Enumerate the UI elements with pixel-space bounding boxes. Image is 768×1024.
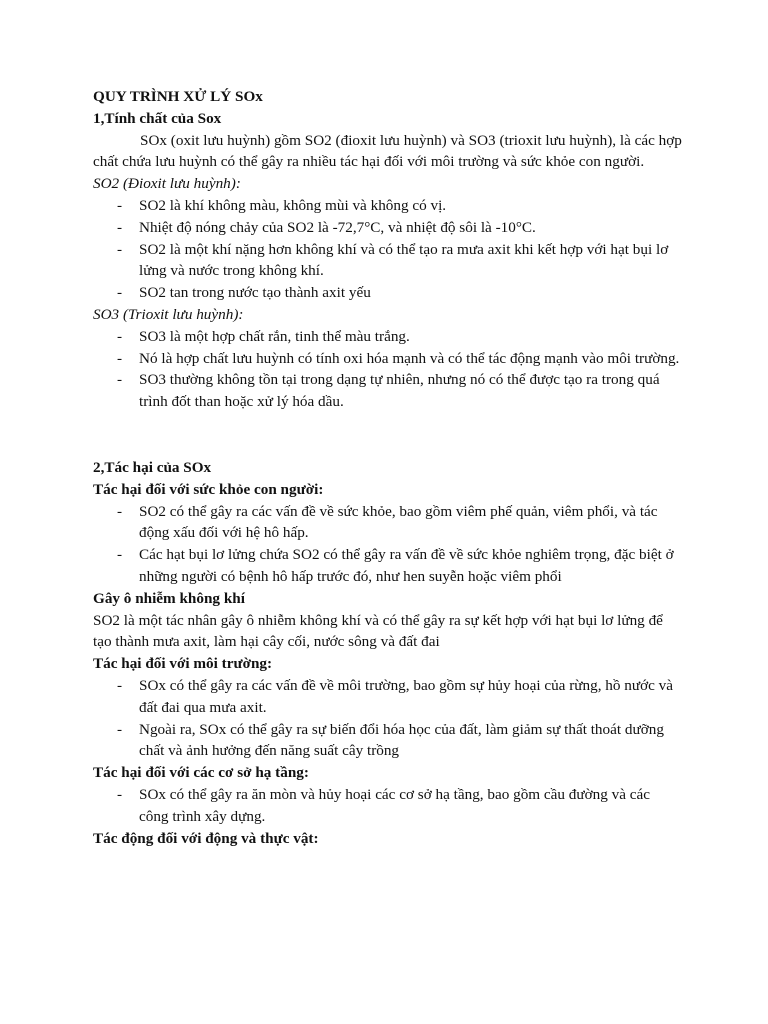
- environment-effects-list: [93, 675, 683, 762]
- infrastructure-heading: Tác hại đối với các cơ sở hạ tầng:: [93, 764, 309, 782]
- infrastructure-effects-list: [93, 784, 683, 828]
- section-gap: [93, 413, 683, 457]
- list-item: - SO2 là một khí nặng hơn không khí và có thể tạo ra mưa axit khi kết hợp với hạt bụi lơ lửng và nước trong không khí.: [93, 239, 683, 283]
- so2-properties-list: [93, 195, 683, 304]
- list-item: - SO2 là khí không màu, không mùi và không có vị.: [93, 195, 683, 217]
- section-2-heading: 2,Tác hại của SOx: [93, 458, 212, 476]
- so3-properties-list: [93, 326, 683, 413]
- list-item: - Nhiệt độ nóng chảy của SO2 là -72,7°C, và nhiệt độ sôi là -10°C.: [93, 217, 683, 239]
- list-item: - Các hạt bụi lơ lửng chứa SO2 có thể gây ra vấn đề về sức khỏe nghiêm trọng, đặc biệt ở những người có bệnh hô hấp trước đó, như hen suyễn hoặc viêm phổi: [93, 544, 683, 588]
- sox-intro-paragraph: SOx (oxit lưu huỳnh) gồm SO2 (đioxit lưu huỳnh) và SO3 (trioxit lưu huỳnh), là các hợp chất chứa lưu huỳnh có thể gây ra nhiều tác hại đối với môi trường và sức khỏe con người.: [93, 131, 682, 171]
- air-pollution-heading: Gây ô nhiễm không khí: [93, 589, 245, 607]
- list-item: - Nó là hợp chất lưu huỳnh có tính oxi hóa mạnh và có thể tác động mạnh vào môi trường.: [93, 348, 683, 370]
- document-page: [93, 86, 683, 849]
- health-effects-list: [93, 501, 683, 588]
- list-item: - SOx có thể gây ra các vấn đề về môi trường, bao gồm sự hủy hoại của rừng, hồ nước và đất đai qua mưa axit.: [93, 675, 683, 719]
- list-item: - SO2 tan trong nước tạo thành axit yếu: [93, 282, 683, 304]
- section-1-heading: 1,Tính chất của Sox: [93, 109, 222, 127]
- list-item: - Ngoài ra, SOx có thể gây ra sự biến đổi hóa học của đất, làm giảm sự thất thoát dưỡng chất và ảnh hưởng đến năng suất cây trồng: [93, 719, 683, 763]
- list-item: - SO2 có thể gây ra các vấn đề về sức khỏe, bao gồm viêm phế quản, viêm phổi, và tác động xấu đối với hệ hô hấp.: [93, 501, 683, 545]
- health-heading: Tác hại đối với sức khỏe con người:: [93, 480, 324, 498]
- fauna-flora-heading: Tác động đối với động và thực vật:: [93, 829, 319, 847]
- air-pollution-paragraph: SO2 là một tác nhân gây ô nhiễm không khí và có thể gây ra sự kết hợp với hạt bụi lơ lửng để tạo thành mưa axit, làm hại cây cối, nước sông và đất đai: [93, 611, 663, 651]
- so3-subheading: SO3 (Trioxit lưu huỳnh):: [93, 305, 244, 323]
- list-item: - SOx có thể gây ra ăn mòn và hủy hoại các cơ sở hạ tầng, bao gồm cầu đường và các công trình xây dựng.: [93, 784, 683, 828]
- list-item: - SO3 thường không tồn tại trong dạng tự nhiên, nhưng nó có thể được tạo ra trong quá trình đốt than hoặc xử lý hóa dầu.: [93, 369, 683, 413]
- environment-heading: Tác hại đối với môi trường:: [93, 655, 273, 673]
- so2-subheading: SO2 (Đioxit lưu huỳnh):: [93, 175, 241, 193]
- document-title: QUY TRÌNH XỬ LÝ SOx: [93, 88, 263, 105]
- list-item: - SO3 là một hợp chất rắn, tinh thể màu trắng.: [93, 326, 683, 348]
